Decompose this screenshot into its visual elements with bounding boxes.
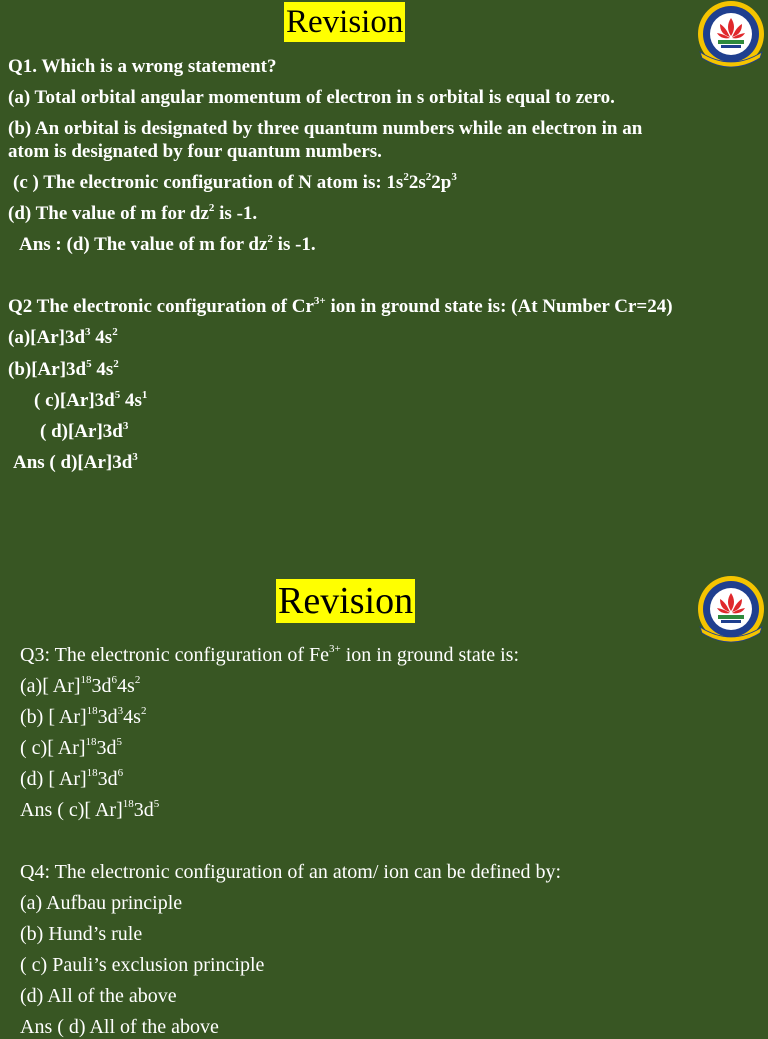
q3-option-b: (b) [ $Ar]^{18}3d^34s^2$ — [20, 705, 147, 728]
q2-question: Q2 The electronic configuration of $Cr^{3+}$ ion in ground state is: (At Number Cr=24) — [8, 294, 673, 317]
q4-question: Q4: The electronic configuration of an atom/ ion can be defined by: — [20, 861, 562, 883]
q4-option-a: (a) Aufbau principle — [20, 892, 183, 914]
q4-option-d: (d) All of the above — [20, 985, 177, 1007]
q3-option-a: (a)[ $Ar]^{18}3d^64s^2$ — [20, 674, 141, 697]
slide-2 — [0, 575, 768, 1038]
q3-option-c: ( c)[ $Ar]^{18}3d^5$ — [20, 736, 123, 759]
q3-option-d: (d) [ $Ar]^{18}3d^6$ — [20, 767, 124, 790]
q4-option-b: (b) Hund’s rule — [20, 923, 143, 945]
q4-option-c: ( c) Pauli’s exclusion principle — [20, 954, 265, 976]
q2-answer: Ans ( $d)[Ar]3d^3$ — [13, 450, 138, 473]
q1-option-c: (c ) The electronic configuration of N atom is: $1s^22s^22p^3$ — [13, 170, 457, 193]
q2-option-a: $(a)[Ar]3d^3$ $4s^2$ — [8, 325, 118, 348]
q3-question: Q3: The electronic configuration of $Fe^{3+}$ ion in ground state is: — [20, 643, 520, 666]
q1-question: Q1. Which is a wrong statement? — [8, 56, 277, 77]
q2-option-d: ( $d)[Ar]3d^3$ — [40, 419, 129, 442]
q3-answer: Ans ( c)[ $Ar]^{18}3d^5$ — [20, 798, 160, 821]
slide-1 — [0, 0, 768, 512]
q1-answer: Ans : (d) The value of m for $dz^2$ is -1. — [19, 232, 316, 255]
school-crest-icon — [694, 575, 768, 645]
q1-option-b-line2: atom is designated by four quantum numbers. — [8, 141, 382, 162]
q1-option-b-line1: (b) An orbital is designated by three quantum numbers while an electron in an — [8, 118, 643, 139]
slide-title: Revision — [278, 580, 414, 622]
q2-option-c: ( $c)[Ar]3d^5$ $4s^1$ — [34, 388, 148, 411]
q4-answer: Ans ( d) All of the above — [20, 1016, 219, 1038]
q1-option-a: (a) Total orbital angular momentum of electron in s orbital is equal to zero. — [8, 87, 615, 108]
q2-option-b: $(b)[Ar]3d^5$ $4s^2$ — [8, 357, 119, 380]
school-crest-icon — [694, 0, 768, 70]
q1-option-d: (d) The value of m for $dz^2$ is -1. — [8, 201, 258, 224]
slide-title: Revision — [286, 4, 404, 40]
